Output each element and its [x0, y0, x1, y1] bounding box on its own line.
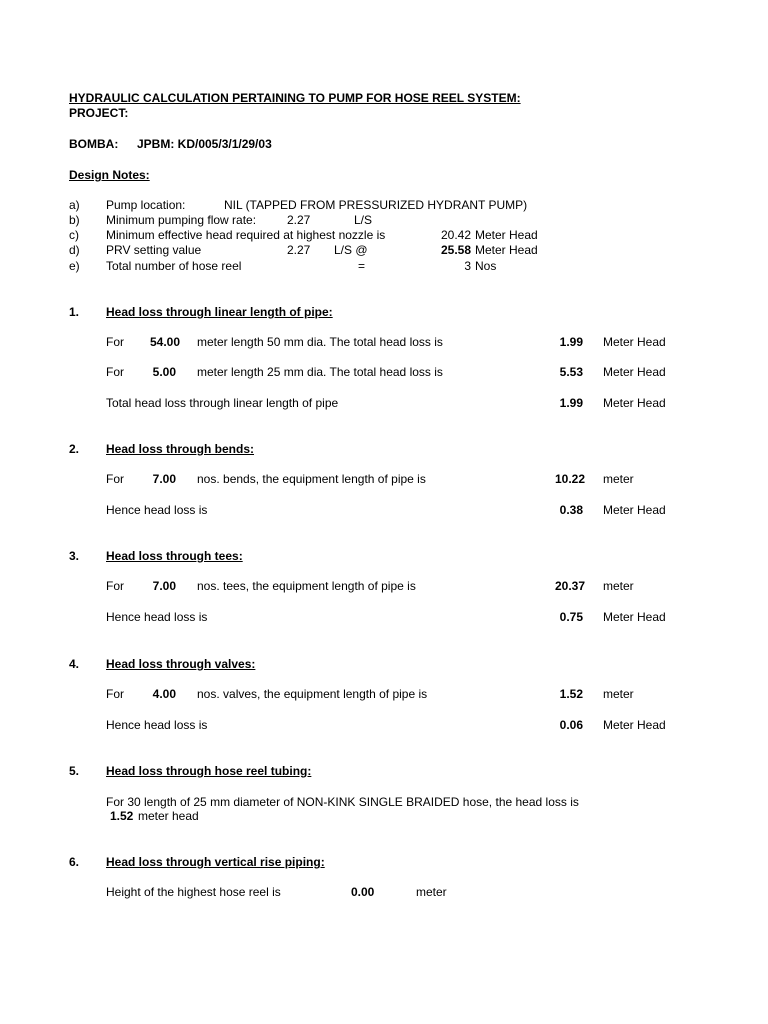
s4-hence-unit: Meter Head	[603, 718, 666, 732]
note-c-label: Minimum effective head required at highest nozzle is	[106, 228, 386, 242]
s5-unit: meter head	[138, 809, 199, 823]
s1-row1-desc: meter length 50 mm dia. The total head loss is	[197, 335, 443, 349]
section-5-heading: Head loss through hose reel tubing:	[106, 764, 312, 778]
s4-row-desc: nos. valves, the equipment length of pipe is	[197, 687, 428, 701]
note-e-label: Total number of hose reel	[106, 259, 242, 273]
note-d-value: 25.58	[440, 243, 471, 257]
section-2-heading: Head loss through bends:	[106, 442, 255, 456]
s3-row-for: For	[106, 579, 124, 593]
s3-row-desc: nos. tees, the equipment length of pipe is	[197, 579, 416, 593]
section-6-heading: Head loss through vertical rise piping:	[106, 855, 325, 869]
s2-hence-value: 0.38	[559, 503, 583, 517]
note-a-letter: a)	[69, 198, 80, 212]
s6-unit: meter	[416, 885, 447, 899]
section-3-number: 3.	[69, 549, 80, 563]
s1-row1-for: For	[106, 335, 124, 349]
note-c-letter: c)	[69, 228, 79, 242]
s6-value: 0.00	[351, 885, 375, 899]
s2-hence-unit: Meter Head	[603, 503, 666, 517]
s4-row-for: For	[106, 687, 124, 701]
note-d-flow: 2.27	[287, 243, 311, 257]
s4-row-qty: 4.00	[152, 687, 176, 701]
s2-row-for: For	[106, 472, 124, 486]
s2-row-unit: meter	[603, 472, 634, 486]
note-d-unit: Meter Head	[475, 243, 538, 257]
s1-total-label: Total head loss through linear length of pipe	[106, 396, 339, 410]
note-e-unit: Nos	[475, 259, 497, 273]
s3-row-value: 20.37	[554, 579, 585, 593]
s1-row2-desc: meter length 25 mm dia. The total head loss is	[197, 365, 443, 379]
s2-row-desc: nos. bends, the equipment length of pipe is	[197, 472, 426, 486]
s1-row2-for: For	[106, 365, 124, 379]
s5-value: 1.52	[110, 809, 134, 823]
s4-hence-value: 0.06	[559, 718, 583, 732]
s3-row-qty: 7.00	[152, 579, 176, 593]
note-d-flow-unit: L/S @	[334, 243, 368, 257]
s2-hence-label: Hence head loss is	[106, 503, 208, 517]
s1-row1-qty: 54.00	[149, 335, 180, 349]
s3-hence-value: 0.75	[559, 610, 583, 624]
s5-text: For 30 length of 25 mm diameter of NON-KINK SINGLE BRAIDED hose, the head loss is	[106, 795, 579, 809]
note-a-label: Pump location:	[106, 198, 186, 212]
section-3-heading: Head loss through tees:	[106, 549, 243, 563]
note-b-letter: b)	[69, 213, 80, 227]
section-1-heading: Head loss through linear length of pipe:	[106, 305, 333, 319]
note-c-unit: Meter Head	[475, 228, 538, 242]
s2-row-qty: 7.00	[152, 472, 176, 486]
s4-hence-label: Hence head loss is	[106, 718, 208, 732]
s3-row-unit: meter	[603, 579, 634, 593]
design-notes-heading: Design Notes:	[69, 168, 150, 182]
note-b-unit: L/S	[354, 213, 373, 227]
section-5-number: 5.	[69, 764, 80, 778]
bomba-label: BOMBA:	[69, 137, 119, 151]
s1-total-value: 1.99	[559, 396, 583, 410]
s3-hence-unit: Meter Head	[603, 610, 666, 624]
s6-label: Height of the highest hose reel is	[106, 885, 281, 899]
section-4-number: 4.	[69, 657, 80, 671]
s1-row2-unit: Meter Head	[603, 365, 666, 379]
s4-row-value: 1.52	[559, 687, 583, 701]
note-d-label: PRV setting value	[106, 243, 202, 257]
section-2-number: 2.	[69, 442, 80, 456]
bomba-reference: JPBM: KD/005/3/1/29/03	[137, 137, 272, 151]
section-1-number: 1.	[69, 305, 80, 319]
s1-row1-value: 1.99	[559, 335, 583, 349]
s4-row-unit: meter	[603, 687, 634, 701]
project-label: PROJECT:	[69, 106, 129, 120]
note-e-letter: e)	[69, 259, 80, 273]
section-4-heading: Head loss through valves:	[106, 657, 256, 671]
note-e-equals: =	[358, 259, 366, 273]
note-b-value: 2.27	[287, 213, 311, 227]
s1-total-unit: Meter Head	[603, 396, 666, 410]
section-6-number: 6.	[69, 855, 80, 869]
s1-row2-qty: 5.00	[152, 365, 176, 379]
note-b-label: Minimum pumping flow rate:	[106, 213, 257, 227]
note-d-letter: d)	[69, 243, 80, 257]
s1-row1-unit: Meter Head	[603, 335, 666, 349]
note-e-value: 3	[464, 259, 471, 273]
note-c-value: 20.42	[440, 228, 471, 242]
s3-hence-label: Hence head loss is	[106, 610, 208, 624]
note-a-value: NIL (TAPPED FROM PRESSURIZED HYDRANT PUMP)	[224, 198, 528, 212]
s1-row2-value: 5.53	[559, 365, 583, 379]
s2-row-value: 10.22	[554, 472, 585, 486]
document-title: HYDRAULIC CALCULATION PERTAINING TO PUMP FOR HOSE REEL SYSTEM:	[69, 91, 521, 105]
